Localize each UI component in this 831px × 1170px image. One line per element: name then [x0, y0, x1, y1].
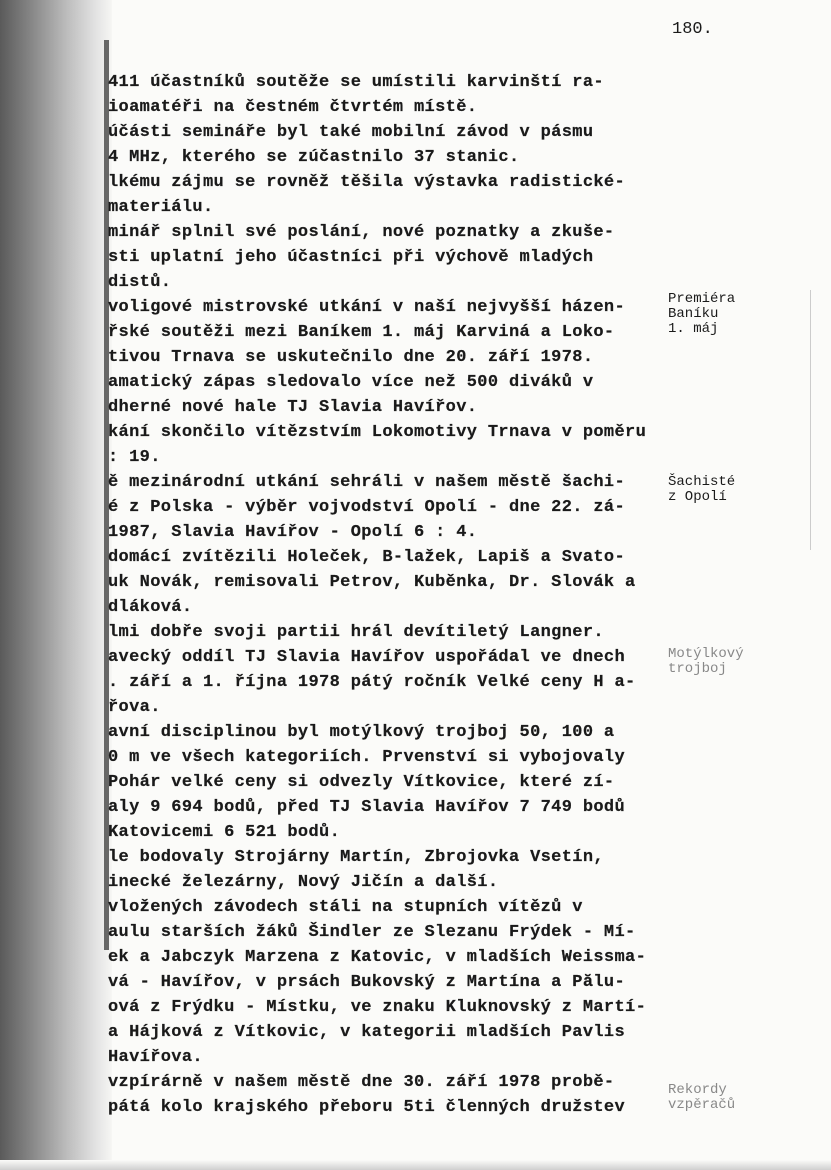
text-line: voligové mistrovské utkání v naší nejvyšší házen- — [108, 298, 626, 317]
text-line: Pohár velké ceny si odvezly Vítkovice, které zí- — [108, 773, 615, 792]
text-line: lmi dobře svoji partii hrál devítiletý Langner. — [108, 623, 604, 642]
text-line: aulu starších žáků Šindler ze Slezanu Frýdek - Mí- — [108, 923, 636, 942]
margin-note-premiera: Premiéra Baníku 1. máj — [668, 291, 736, 337]
text-line: avní disciplinou byl motýlkový trojboj 50, 100 a — [108, 723, 615, 742]
text-line: a Hájková z Vítkovic, v kategorii mladších Pavlis — [108, 1023, 626, 1042]
text-line: inecké železárny, Nový Jičín a další. — [108, 873, 499, 892]
text-line: dherné nové hale TJ Slavia Havířov. — [108, 398, 478, 417]
text-line: tivou Trnava se uskutečnilo dne 20. září 1978. — [108, 348, 594, 367]
text-line: 4 MHz, kterého se zúčastnilo 37 stanic. — [108, 148, 520, 167]
text-line: . září a 1. října 1978 pátý ročník Velké ceny H a- — [108, 673, 636, 692]
text-line: řské soutěži mezi Baníkem 1. máj Karviná a Loko- — [108, 323, 615, 342]
text-line: ek a Jabczyk Marzena z Katovic, v mladších Weissma- — [108, 948, 647, 967]
text-line: amatický zápas sledovalo více než 500 diváků v — [108, 373, 594, 392]
text-line: dláková. — [108, 598, 193, 617]
text-line: Katovicemi 6 521 bodů. — [108, 823, 341, 842]
text-line: 1987, Slavia Havířov - Opolí 6 : 4. — [108, 523, 478, 542]
text-line: sti uplatní jeho účastníci při výchově mladých — [108, 248, 594, 267]
text-line: kání skončilo vítězstvím Lokomotivy Trnava v poměru — [108, 423, 647, 442]
margin-note-sachiste: Šachisté z Opolí — [668, 474, 736, 505]
page-number: 180. — [672, 20, 713, 39]
text-line: ioamatéři na čestném čtvrtém místě. — [108, 98, 478, 117]
text-line: ová z Frýdku - Místku, ve znaku Kluknovský z Martí- — [108, 998, 647, 1017]
text-line: : 19. — [108, 448, 161, 467]
margin-line — [810, 290, 811, 550]
margin-note-rekordy: Rekordy vzpěračů — [668, 1082, 736, 1113]
text-line: pátá kolo krajského přeboru 5ti členných družstev — [108, 1098, 626, 1117]
text-line: avecký oddíl TJ Slavia Havířov uspořádal ve dnech — [108, 648, 626, 667]
text-line: Havířova. — [108, 1048, 203, 1067]
page-bottom-edge — [0, 1160, 831, 1170]
scan-binding-shadow — [0, 0, 112, 1170]
text-line: uk Novák, remisovali Petrov, Kuběnka, Dr. Slovák a — [108, 573, 636, 592]
text-line: vzpírárně v našem městě dne 30. září 1978 probě- — [108, 1073, 615, 1092]
text-line: domácí zvítězili Holeček, B-lažek, Lapiš a Svato- — [108, 548, 626, 567]
text-line: lkému zájmu se rovněž těšila výstavka radistické- — [108, 173, 626, 192]
margin-note-motylkovy: Motýlkový trojboj — [668, 646, 744, 677]
text-line: materiálu. — [108, 198, 214, 217]
typewritten-body — [108, 70, 668, 1120]
text-line: ě mezinárodní utkání sehráli v našem městě šachi- — [108, 473, 626, 492]
text-line: aly 9 694 bodů, před TJ Slavia Havířov 7 749 bodů — [108, 798, 626, 817]
text-line: účásti semináře byl také mobilní závod v pásmu — [108, 123, 594, 142]
text-line: vložených závodech stáli na stupních vítězů v — [108, 898, 583, 917]
text-line: é z Polska - výběr vojvodství Opolí - dne 22. zá- — [108, 498, 626, 517]
text-line: minář splnil své poslání, nové poznatky a zkuše- — [108, 223, 615, 242]
text-line: řova. — [108, 698, 161, 717]
text-line: le bodovaly Strojárny Martín, Zbrojovka Vsetín, — [108, 848, 604, 867]
text-line: 411 účastníků soutěže se umístili karvinští ra- — [108, 73, 604, 92]
text-line: distů. — [108, 273, 172, 292]
text-line: vá - Havířov, v prsách Bukovský z Martína a Pălu- — [108, 973, 626, 992]
text-line: 0 m ve všech kategoriích. Prvenství si vybojovaly — [108, 748, 626, 767]
